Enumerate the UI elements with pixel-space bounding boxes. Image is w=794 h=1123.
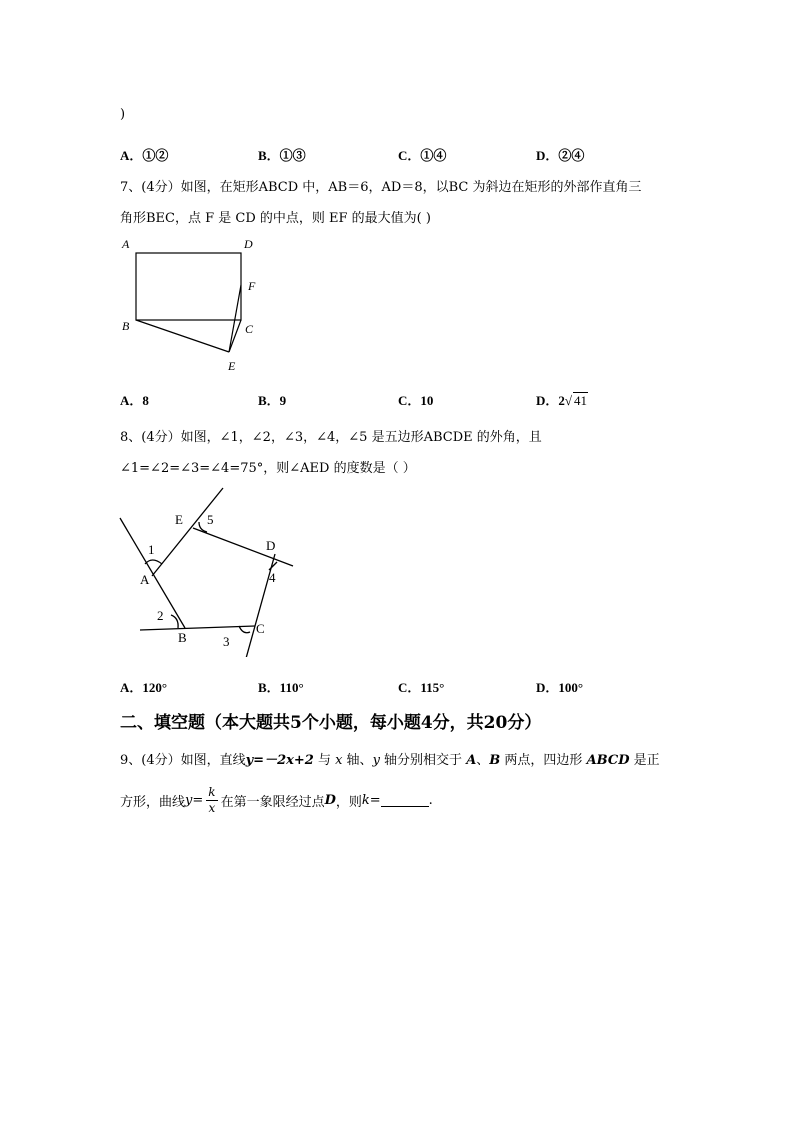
q9-text-line2: 方形，曲线 y = $\frac{k}{x}$ 在第一象限经过点 D ，则 k = . — [120, 785, 433, 815]
fraction-k-over-x: $\frac{k}{x}$ — [208, 785, 216, 815]
label-f: F — [248, 279, 256, 293]
q7-option-b: B．9 — [258, 393, 287, 408]
label-4: 4 — [269, 570, 276, 585]
label-c: C — [245, 322, 254, 336]
q8-text-line2: ∠1=∠2=∠3=∠4=75°，则∠AED 的度数是（ ） — [120, 461, 416, 476]
label-5: 5 — [207, 512, 214, 527]
label-d: D — [266, 538, 276, 553]
segment-ce — [229, 320, 241, 352]
q9-text-line1: 9、(4分）如图，直线y=－2x+2 与 x 轴、y 轴分别相交于 A、B 两点，四边形 ABCD 是正 — [120, 753, 660, 768]
angle-2-arc — [171, 615, 178, 628]
label-e: E — [175, 512, 183, 527]
label-c: C — [256, 621, 265, 636]
label-a: A — [122, 237, 130, 251]
q8-pentagon-figure — [115, 482, 305, 657]
q8-text-line1: 8、(4分）如图，∠1，∠2，∠3，∠4，∠5 是五边形ABCDE 的外角，且 — [120, 430, 542, 445]
section-title: 二、填空题（本大题共5个小题，每小题4分，共20分） — [120, 713, 542, 733]
label-1: 1 — [148, 542, 155, 557]
line-ab-extended — [120, 518, 185, 628]
q6-option-b: B．①③ — [258, 148, 306, 163]
q8-option-a: A．120° — [120, 680, 168, 695]
q8-option-b: B．110° — [258, 680, 304, 695]
q6-option-a: A．①② — [120, 148, 169, 163]
q7-rectangle-figure — [110, 232, 270, 377]
q8-option-c: C．115° — [398, 680, 445, 695]
question-fragment: ) — [120, 107, 126, 122]
q7-option-a: A．8 — [120, 393, 149, 408]
label-3: 3 — [223, 634, 230, 649]
answer-blank[interactable] — [381, 794, 429, 807]
q7-option-d: D．2√ 41 — [536, 393, 588, 408]
q7-option-d-radicand: 41 — [574, 393, 588, 408]
line-ed-extended — [193, 528, 293, 566]
q7-option-c: C．10 — [398, 393, 434, 408]
line-ea-extended — [152, 488, 223, 576]
label-a: A — [140, 572, 150, 587]
label-2: 2 — [157, 608, 164, 623]
label-b: B — [122, 319, 130, 333]
label-b: B — [178, 630, 187, 645]
q7-text-line2: 角形BEC，点 F 是 CD 的中点，则 EF 的最大值为( ) — [120, 211, 431, 226]
q7-option-d-prefix: D．2 — [536, 393, 565, 408]
segment-fe — [229, 285, 241, 352]
rectangle-abcd — [136, 253, 241, 320]
segment-be — [136, 320, 229, 352]
q7-text-line1: 7、(4分）如图，在矩形ABCD 中，AB＝6，AD＝8，以BC 为斜边在矩形的外部作直角三 — [120, 180, 642, 195]
q6-option-d: D．②④ — [536, 148, 585, 163]
label-d: D — [244, 237, 253, 251]
line-bc-extended — [140, 626, 255, 630]
q8-option-d: D．100° — [536, 680, 584, 695]
q6-option-c: C．①④ — [398, 148, 447, 163]
label-e: E — [228, 359, 236, 373]
